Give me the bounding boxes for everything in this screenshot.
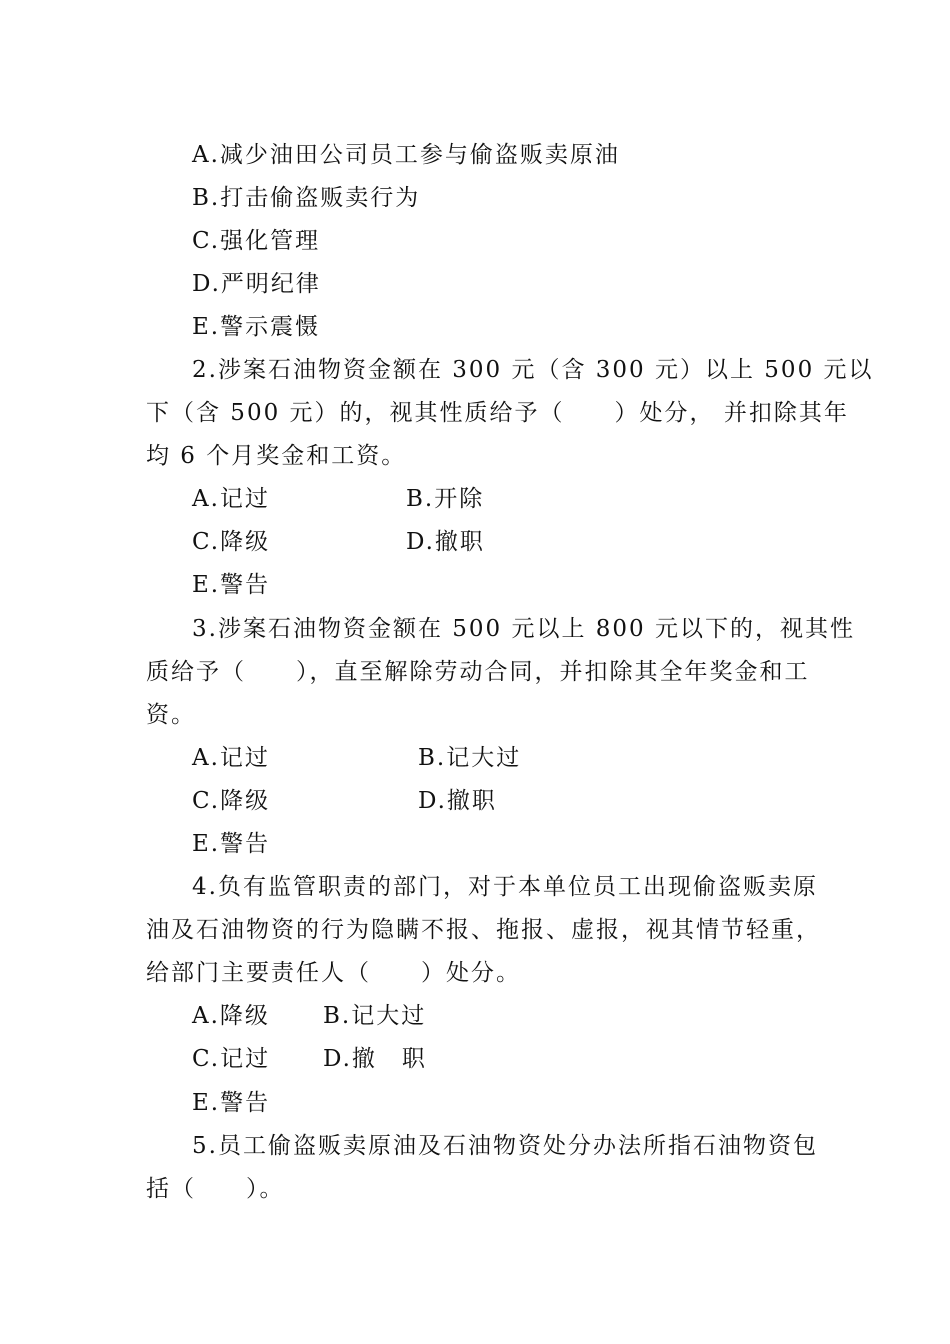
q2-text-line-2: 下（含 500 元）的，视其性质给予（ ）处分， 并扣除其年 [146, 400, 849, 426]
q4-text-line-2: 油及石油物资的行为隐瞒不报、拖报、虚报，视其情节轻重， [146, 917, 821, 943]
q4-option-row-2 [192, 1044, 852, 1074]
q4-option-e: E.警告 [192, 1090, 271, 1116]
q2-text-line-3: 均 6 个月奖金和工资。 [146, 443, 407, 469]
q4-option-a: A.降级 [192, 1003, 270, 1029]
q1-option-a: A.减少油田公司员工参与偷盗贩卖原油 [192, 142, 620, 168]
q3-option-c: C.降级 [192, 788, 271, 814]
q3-text-line-1: 3.涉案石油物资金额在 500 元以上 800 元以下的，视其性 [192, 616, 855, 642]
q1-option-d: D.严明纪律 [192, 271, 321, 297]
q2-option-d: D.撤职 [406, 529, 485, 555]
q1-option-c: C.强化管理 [192, 228, 321, 254]
q2-option-row-1 [192, 484, 852, 514]
q2-option-e: E.警告 [192, 572, 271, 598]
q4-text-line-3: 给部门主要责任人（ ）处分。 [146, 960, 521, 986]
q4-option-b: B.记大过 [323, 1003, 427, 1029]
q3-text-line-3: 资。 [146, 702, 196, 728]
q2-option-b: B.开除 [406, 486, 485, 512]
q1-option-b: B.打击偷盗贩卖行为 [192, 185, 421, 211]
q4-option-d: D.撤 职 [323, 1046, 427, 1072]
q5-text-line-2: 括（ ）。 [146, 1176, 285, 1202]
q4-option-row-1 [192, 1001, 852, 1031]
q3-text-line-2: 质给予（ ），直至解除劳动合同，并扣除其全年奖金和工 [146, 659, 810, 685]
q3-option-row-1 [192, 743, 852, 773]
q2-option-a: A.记过 [192, 486, 270, 512]
q4-option-c: C.记过 [192, 1046, 271, 1072]
q5-text-line-1: 5.员工偷盗贩卖原油及石油物资处分办法所指石油物资包 [192, 1133, 818, 1159]
q3-option-b: B.记大过 [418, 745, 522, 771]
q3-option-a: A.记过 [192, 745, 270, 771]
q4-text-line-1: 4.负有监管职责的部门，对于本单位员工出现偷盗贩卖原 [192, 874, 818, 900]
q3-option-d: D.撤职 [418, 788, 497, 814]
q1-option-e: E.警示震慑 [192, 314, 321, 340]
q2-option-row-2 [192, 527, 852, 557]
q2-text-line-1: 2.涉案石油物资金额在 300 元（含 300 元）以上 500 元以 [192, 357, 874, 383]
q3-option-row-2 [192, 786, 852, 816]
q3-option-e: E.警告 [192, 831, 271, 857]
q2-option-c: C.降级 [192, 529, 271, 555]
